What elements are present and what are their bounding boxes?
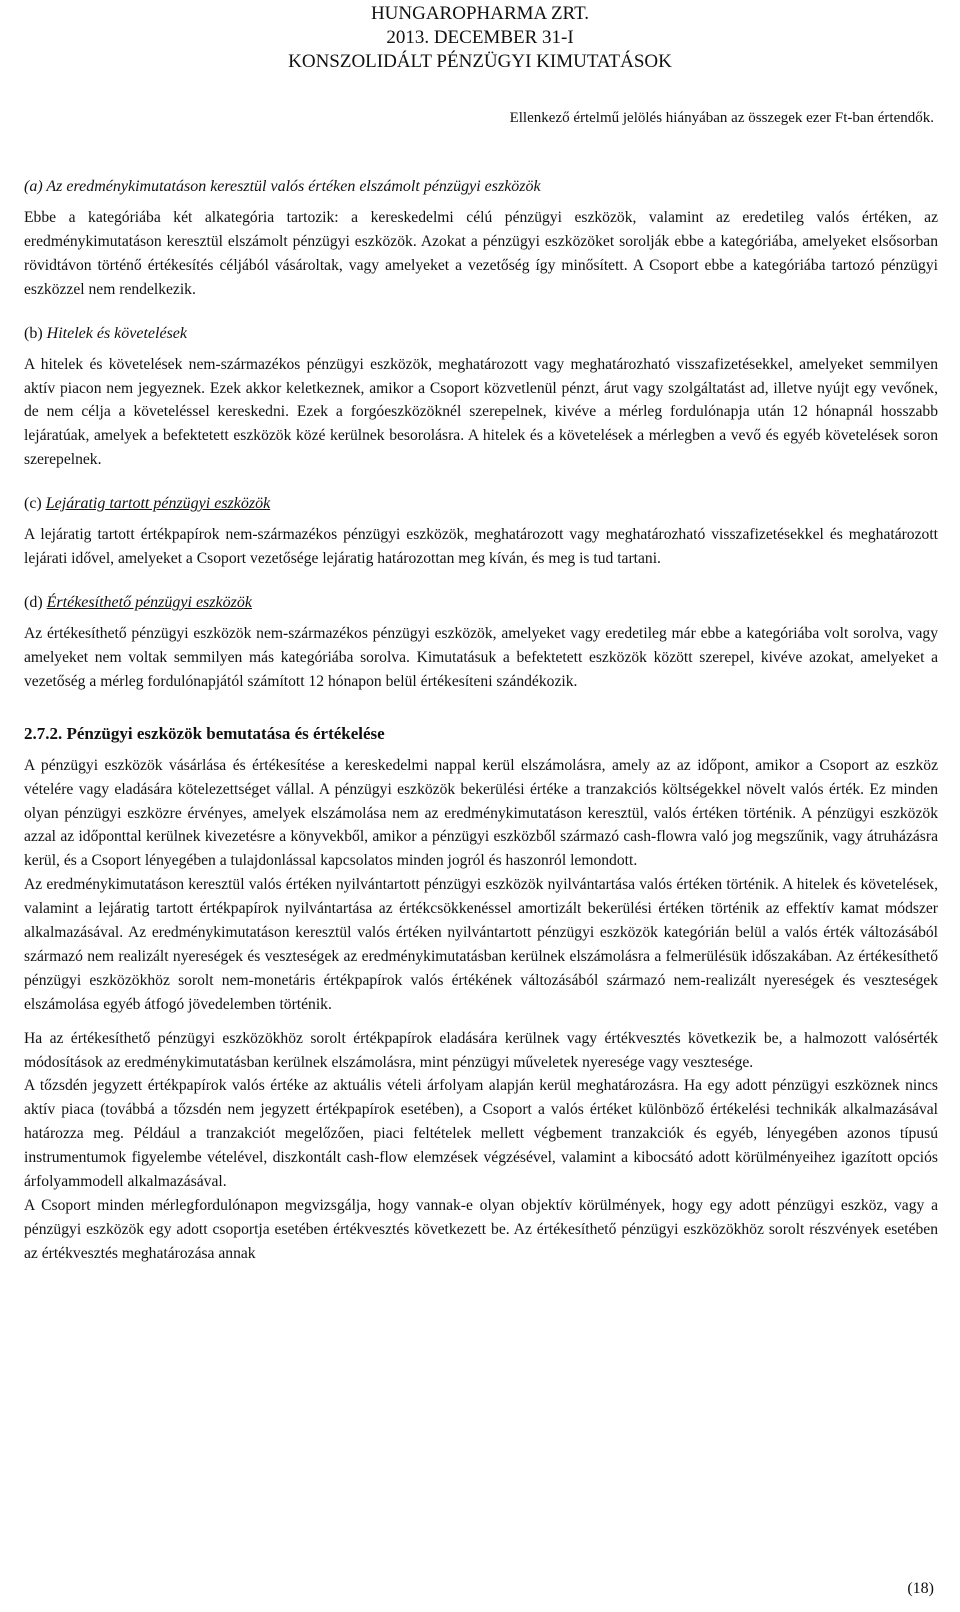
section-272-paragraph-2: Az eredménykimutatáson keresztül valós értéken nyilvántartott pénzügyi eszközök nyilvántartása valós értéken történik. A hitelek és követelések, valamint a lejáratig tartott értékpapírok nyilvántartása az értékcsökkenéssel amortizált bekerülési értéken történik az effektív kamat módszer alkalmazásával. Az eredménykimutatáson keresztül valós értéken nyilvántartott pénzügyi eszközök kategórián belül a valós érték változásából származó nem realizált nyereségek és veszteségek az eredménykimutatásban kerülnek elszámolásra a felmerülésük időszakában. Az értékesíthető pénzügyi eszközökhöz sorolt nem-monetáris értékpapírok valós értékének változásából származó nem-realizált nyereségek és veszteségek elszámolása egyéb átfogó jövedelemben történik. [24, 876, 938, 1013]
section-a-title: Az eredménykimutatáson keresztül valós értéken elszámolt pénzügyi eszközök [46, 178, 541, 195]
section-b-letter: (b) [24, 324, 43, 342]
section-a-heading [24, 175, 938, 199]
page-number: (18) [907, 1580, 934, 1597]
section-272-paragraph-3: Ha az értékesíthető pénzügyi eszközökhöz sorolt értékpapírok eladására kerülnek vagy értékvesztés következik be, a halmozott valósérték módosítások az eredménykimutatásban kerülnek elszámolásra, mint pénzügyi műveletek nyeresége vagy vesztesége. [24, 1029, 938, 1071]
report-title: KONSZOLIDÁLT PÉNZÜGYI KIMUTATÁSOK [288, 51, 672, 72]
section-272-title: 2.7.2. Pénzügyi eszközök bemutatása és értékelése [24, 723, 385, 743]
section-d-title: Értékesíthető pénzügyi eszközök [46, 593, 252, 611]
section-d-letter: (d) [24, 593, 43, 611]
currency-note: Ellenkező értelmű jelölés hiányában az összegek ezer Ft-ban értendők. [509, 110, 934, 126]
section-c-title: Lejáratig tartott pénzügyi eszközök [45, 495, 271, 513]
section-a-letter: (a) [24, 178, 43, 195]
section-c-letter: (c) [24, 495, 42, 513]
section-d-paragraph: Az értékesíthető pénzügyi eszközök nem-származékos pénzügyi eszközök, amelyeket vagy eredetileg már ebbe a kategóriába volt sorolva, vagy amelyeket nem voltak semmilyen más kategóriába sorolva. Kimutatásuk a befektetett eszközök között szerepel, kivéve azokat, amelyeket a vezetőség a mérleg fordulónapjától számított 12 hónapon belül értékesíteni szándékozik. [24, 624, 938, 690]
section-272-paragraph-5: A Csoport minden mérlegfordulónapon megvizsgálja, hogy vannak-e olyan objektív körülmények, hogy egy adott pénzügyi eszköz, vagy a pénzügyi eszközök egy adott csoportja esetében értékvesztés következett be. Az értékesíthető pénzügyi eszközökhöz sorolt részvények esetében az értékvesztés meghatározása annak [24, 1197, 938, 1262]
company-name: HUNGAROPHARMA ZRT. [370, 3, 590, 24]
section-b-heading [24, 322, 938, 346]
section-b-paragraph: A hitelek és követelések nem-származékos pénzügyi eszközök, meghatározott vagy meghatározható visszafizetésekkel, amelyeket semmilyen aktív piacon nem jegyeznek. Ezek akkor keletkeznek, amikor a Csoport közvetlenül pénzt, árut vagy szolgáltatást ad, illetve nyújt egy vevőnek, de nem célja a követeléssel kereskedni. Ezek a forgóeszközöknél szerepelnek, kivéve a mérleg fordulónapja után 12 hónapnál hosszabb lejáratúak, amelyek a befektetett eszközök közé kerülnek besorolásra. A hitelek és a követelések a mérlegben a vevő és egyéb követelések soron szerepelnek. [24, 355, 938, 469]
report-date: 2013. DECEMBER 31-I [386, 27, 574, 48]
section-c-paragraph: A lejáratig tartott értékpapírok nem-származékos pénzügyi eszközök, meghatározott vagy meghatározható visszafizetésekkel és meghatározott lejárati idővel, amelyeket a Csoport vezetősége lejáratig határozottan meg kíván, és meg is tud tartani. [24, 526, 938, 568]
section-c-heading [24, 492, 938, 516]
document-header [0, 0, 960, 74]
section-b-title: Hitelek és követelések [46, 324, 188, 342]
section-d-heading [24, 591, 938, 615]
document-body [24, 175, 938, 1266]
section-a-paragraph: Ebbe a kategóriába két alkategória tartozik: a kereskedelmi célú pénzügyi eszközök, valamint az eredetileg valós értéken, az eredménykimutatáson keresztül elszámolt pénzügyi eszközök. Azokat a pénzügyi eszközöket sorolják ebbe a kategóriába, amelyeket elsősorban rövidtávon történő értékesítés céljából vásároltak, vagy amelyeket a vezetőség így minősített. A Csoport ebbe a kategóriába tartozó pénzügyi eszközzel nem rendelkezik. [24, 209, 938, 298]
section-272-paragraph-1: A pénzügyi eszközök vásárlása és értékesítése a kereskedelmi nappal kerül elszámolásra, amely az az időpont, amikor a Csoport az eszköz vételére vagy eladására kötelezettséget vállal. A pénzügyi eszközök bekerülési értéke a tranzakciós költségekkel növelt valós érték. Ez minden olyan pénzügyi eszközre érvényes, amelyek elszámolása nem az eredménykimutatáson keresztül, valós értéken történik. A pénzügyi eszközök azzal az időponttal kerülnek kivezetésre a könyvekből, amikor a pénzügyi eszközből származó cash-flowra való jog megszűnik, vagy átruházásra kerül, és a Csoport lényegében a tulajdonlással kapcsolatos minden jogról és haszonról lemondott. [24, 756, 938, 870]
section-272-paragraph-4: A tőzsdén jegyzett értékpapírok valós értéke az aktuális vételi árfolyam alapján kerül meghatározásra. Ha egy adott pénzügyi eszköznek nincs aktív piaca (továbbá a tőzsdén nem jegyzett értékpapírok esetében), a Csoport a valós értéket különböző értékelési technikák alkalmazásával határozza meg. Például a tranzakciót megelőzően, piaci feltételek mellett végbement tranzakciók és egyéb, lényegében azonos típusú instrumentumok figyelembe vételével, diszkontált cash-flow elemzések végzésével, valamint a kibocsátó adott körülményeihez igazított opciós árfolyammodell alkalmazásával. [24, 1077, 938, 1191]
